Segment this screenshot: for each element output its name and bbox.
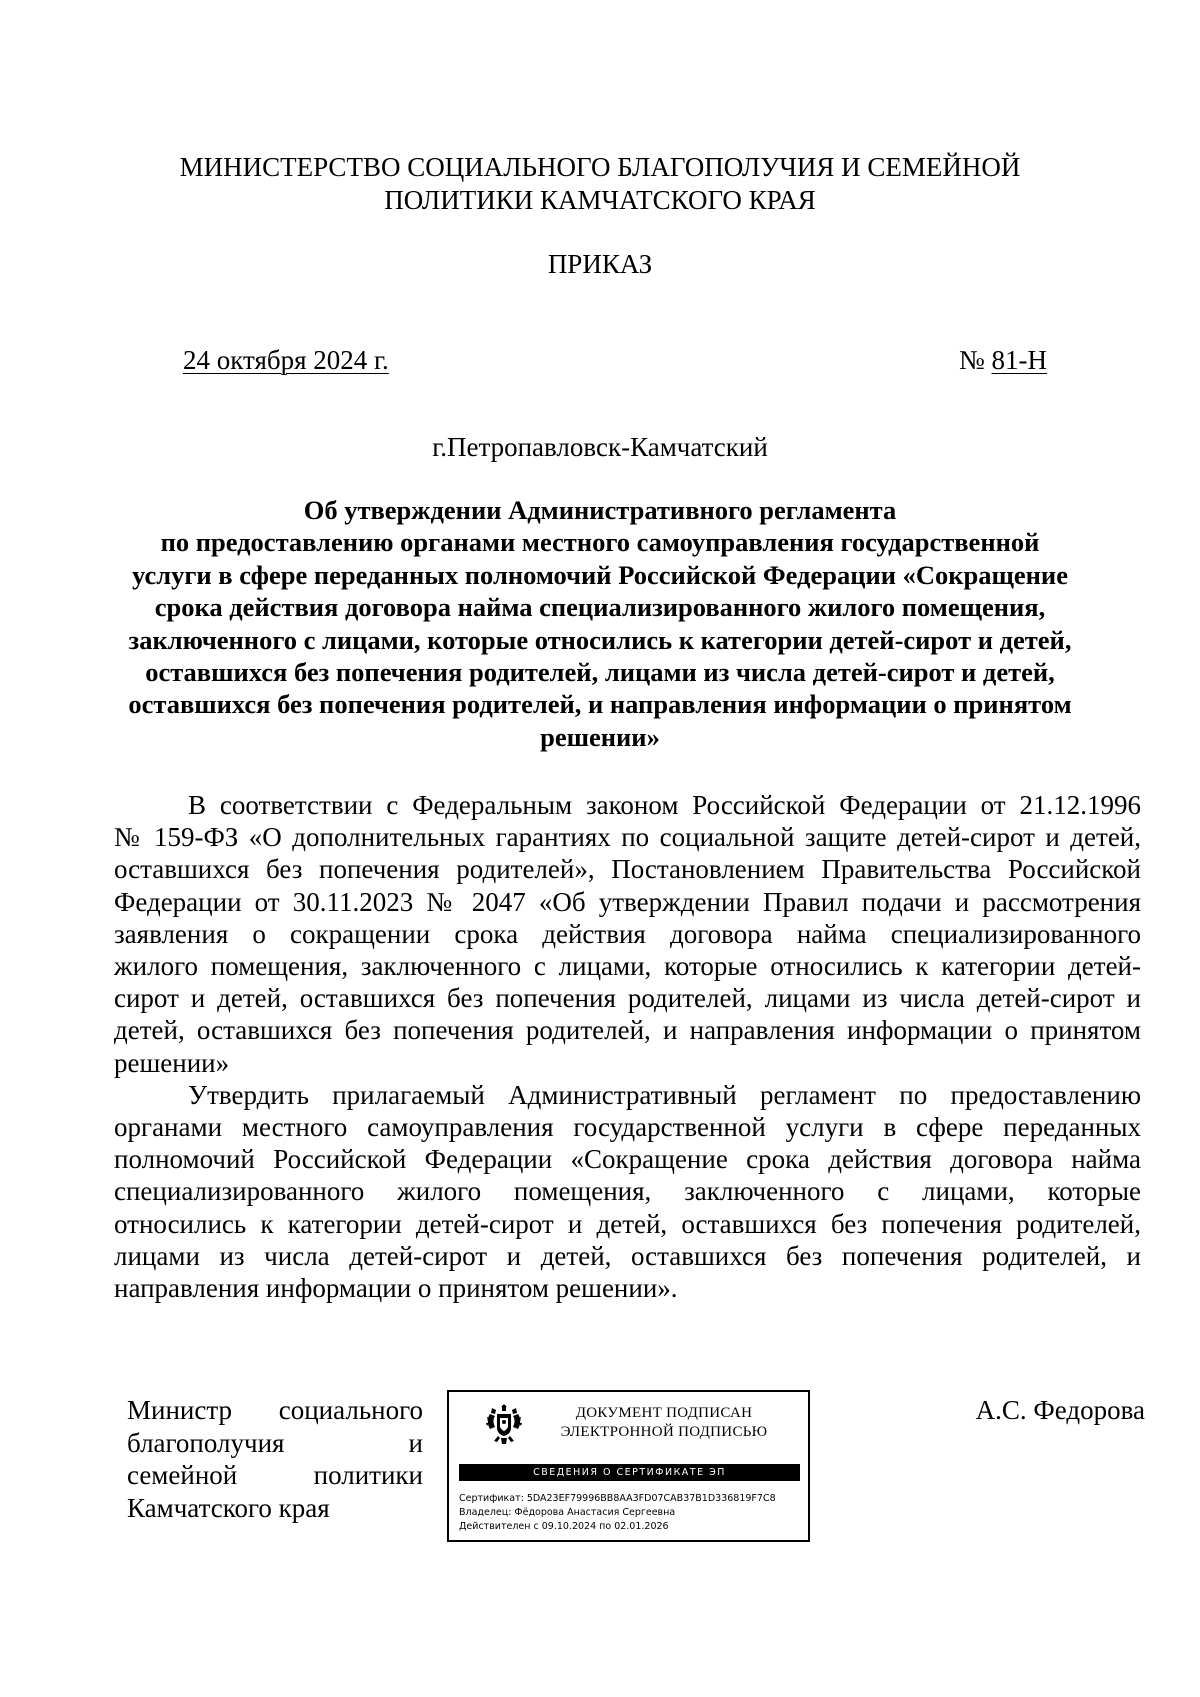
- title-line: по предоставлению органами местного самоуправления государственной: [160, 527, 1040, 558]
- stamp-heading-line1: ДОКУМЕНТ ПОДПИСАН: [575, 1405, 753, 1421]
- signatory-position-line: Камчатского края: [127, 1492, 330, 1523]
- stamp-validity: Действителен с 09.10.2024 по 02.01.2026: [459, 1521, 669, 1532]
- body-paragraph-resolution: [114, 1079, 1141, 1304]
- title-line: услуги в сфере переданных полномочий Российской Федерации «Сокращение: [132, 559, 1068, 590]
- signatory-position-line: Министр социального: [127, 1395, 423, 1425]
- russian-coat-of-arms-icon: [484, 1400, 524, 1446]
- document-number-value: 81-Н: [991, 345, 1047, 375]
- body-line: сирот и детей, оставшихся без попечения родителей, лицами из числа детей-сирот и: [114, 983, 1141, 1014]
- title-line: решении»: [540, 721, 660, 752]
- body-line: жилого помещения, заключенного с лицами, которые относились к категории детей-: [114, 951, 1141, 982]
- body-paragraph-preamble: [114, 789, 1141, 1079]
- stamp-heading: [529, 1404, 799, 1442]
- signatory-name: А.С. Федорова: [975, 1395, 1145, 1425]
- stamp-certificate-bar: СВЕДЕНИЯ О СЕРТИФИКАТЕ ЭП: [459, 1464, 800, 1481]
- document-city: г.Петропавловск-Камчатский: [432, 432, 768, 462]
- document-type: ПРИКАЗ: [547, 249, 653, 279]
- document-title: [110, 494, 1090, 753]
- body-line: специализированного жилого помещения, заключенного с лицами, которые: [114, 1176, 1141, 1207]
- signatory-position-line: благополучия и: [127, 1427, 423, 1458]
- body-line: органами местного самоуправления государственной услуги в сфере переданных: [114, 1112, 1141, 1143]
- body-line: оставшихся без попечения родителей», Постановлением Правительства Российской: [114, 854, 1141, 885]
- signatory-position: [127, 1394, 423, 1524]
- body-line: В соответствии с Федеральным законом Российской Федерации от 21.12.1996: [188, 790, 1141, 820]
- electronic-signature-stamp: [447, 1390, 810, 1542]
- document-number: [959, 344, 1047, 377]
- body-line: направления информации о принятом решении».: [114, 1273, 678, 1304]
- title-line: срока действия договора найма специализированного жилого помещения,: [154, 592, 1046, 623]
- document-number-prefix: №: [958, 345, 992, 375]
- ministry-name-line2: ПОЛИТИКИ КАМЧАТСКОГО КРАЯ: [384, 185, 816, 215]
- document-date: 24 октября 2024 г.: [183, 345, 389, 375]
- title-line: Об утверждении Административного регламента: [303, 495, 897, 525]
- body-line: относились к категории детей-сирот и детей, оставшихся без попечения родителей,: [114, 1208, 1141, 1239]
- body-line: решении»: [114, 1047, 230, 1078]
- body-line: детей, оставшихся без попечения родителей, и направления информации о принятом: [114, 1015, 1141, 1046]
- body-line: полномочий Российской Федерации «Сокращение срока действия договора найма: [114, 1144, 1141, 1175]
- stamp-certificate-details: [459, 1492, 804, 1534]
- title-line: заключенного с лицами, которые относились к категории детей-сирот и детей,: [128, 624, 1072, 655]
- body-line: Федерации от 30.11.2023 № 2047 «Об утверждении Правил подачи и рассмотрения: [114, 886, 1141, 917]
- stamp-owner: Владелец: Фёдорова Анастасия Сергеевна: [459, 1507, 676, 1518]
- stamp-heading-line2: ЭЛЕКТРОННОЙ ПОДПИСЬЮ: [560, 1424, 768, 1440]
- body-line: Утвердить прилагаемый Административный регламент по предоставлению: [188, 1079, 1141, 1110]
- stamp-certificate-id: Сертификат: 5DA23EF79996BB8AA3FD07CAB37B1D336819F7C8: [459, 1493, 776, 1504]
- ministry-name-line1: МИНИСТЕРСТВО СОЦИАЛЬНОГО БЛАГОПОЛУЧИЯ И СЕМЕЙНОЙ: [179, 152, 1021, 182]
- body-line: заявления о сокращении срока действия договора найма специализированного: [114, 918, 1141, 949]
- body-line: лицами из числа детей-сирот и детей, оставшихся без попечения родителей, и: [114, 1240, 1141, 1271]
- signatory-position-line: семейной политики: [127, 1460, 423, 1490]
- title-line: оставшихся без попечения родителей, лицами из числа детей-сирот и детей,: [145, 657, 1055, 688]
- body-line: № 159-ФЗ «О дополнительных гарантиях по социальной защите детей-сирот и детей,: [114, 822, 1141, 853]
- ministry-name: [100, 151, 1100, 217]
- title-line: оставшихся без попечения родителей, и направления информации о принятом: [128, 689, 1072, 720]
- document-body: [114, 789, 1141, 1304]
